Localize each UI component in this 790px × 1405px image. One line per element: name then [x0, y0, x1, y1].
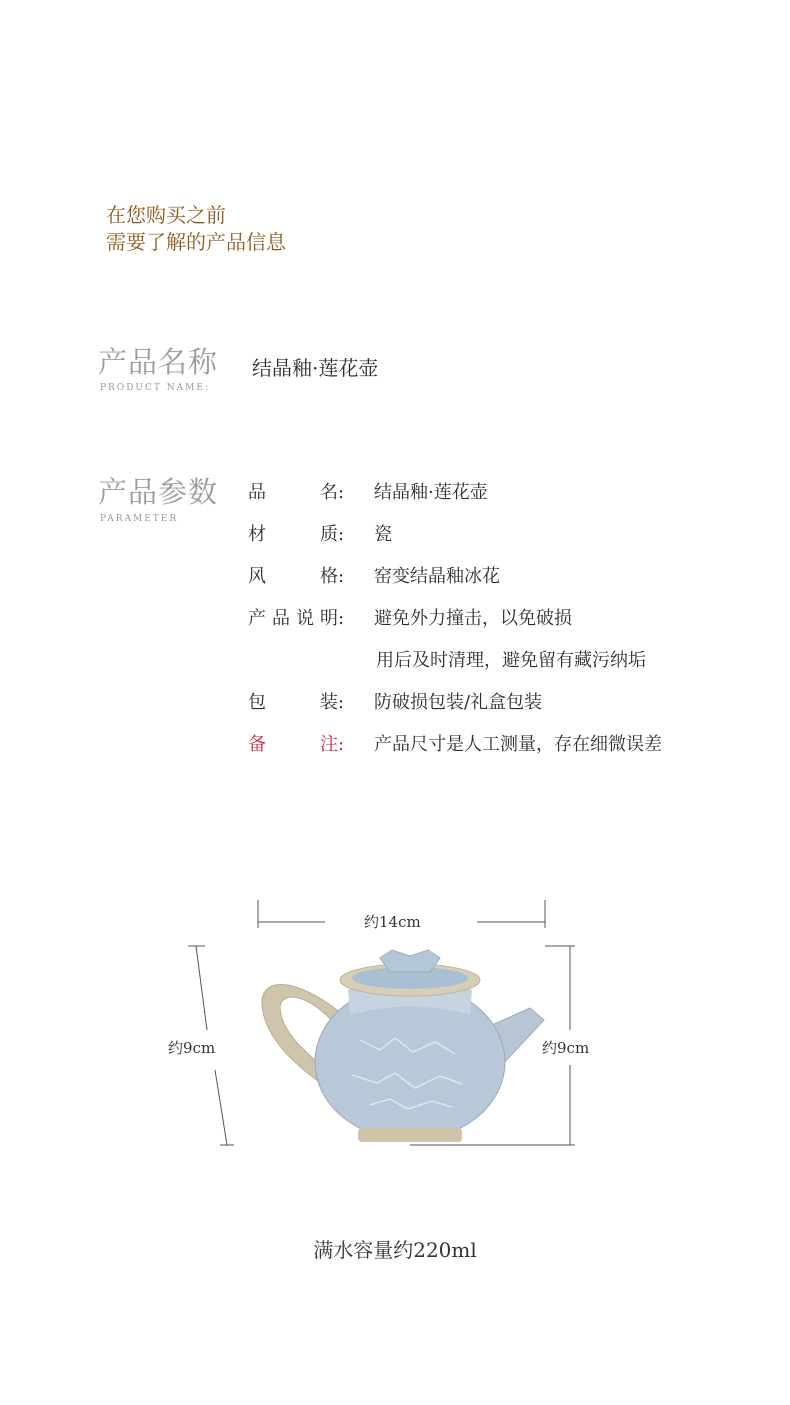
intro-text — [106, 202, 286, 256]
param-row-material: 材质: 瓷 — [248, 520, 392, 546]
param-value: 窑变结晶釉冰花 — [374, 566, 500, 587]
param-row-name: 品名: 结晶釉·莲花壶 — [248, 478, 488, 504]
teapot-image — [262, 950, 544, 1142]
param-label: 品名 — [248, 482, 338, 503]
param-label: 产品说明 — [248, 608, 338, 629]
intro-line-1: 在您购买之前 — [106, 203, 226, 227]
param-row-style: 风格: 窑变结晶釉冰花 — [248, 562, 500, 588]
intro-line-2: 需要了解的产品信息 — [106, 230, 286, 254]
product-name-value: 结晶釉·莲花壶 — [252, 356, 379, 380]
left-height-line-top — [196, 946, 207, 1030]
product-name-title: 产品名称 — [98, 345, 219, 379]
width-label: 约14cm — [360, 911, 425, 932]
height-right-label: 约9cm — [538, 1037, 593, 1058]
param-row-description: 产品说明: 避免外力撞击，以免破损 — [248, 604, 572, 630]
height-left-label: 约9cm — [164, 1037, 219, 1058]
param-label: 风格 — [248, 566, 338, 587]
param-label: 材质 — [248, 524, 338, 545]
product-name-subtitle: PRODUCT NAME: — [100, 383, 210, 393]
parameter-title: 产品参数 — [98, 475, 219, 509]
parameter-subtitle: PARAMETER — [100, 514, 179, 524]
capacity-text: 满水容量约220ml — [313, 1238, 477, 1262]
left-height-line-bottom — [215, 1070, 227, 1145]
param-value: 瓷 — [374, 524, 392, 545]
param-value: 产品尺寸是人工测量，存在细微误差 — [374, 734, 662, 755]
param-label: 包装 — [248, 692, 338, 713]
param-label-note: 备注 — [248, 734, 338, 755]
param-description-continued: 用后及时清理，避免留有藏污纳垢 — [376, 650, 646, 671]
param-value: 避免外力撞击，以免破损 — [374, 608, 572, 629]
param-row-packaging: 包装: 防破损包装/礼盒包装 — [248, 688, 542, 714]
param-value: 防破损包装/礼盒包装 — [374, 692, 543, 713]
param-row-note: 备注: 产品尺寸是人工测量，存在细微误差 — [248, 730, 662, 756]
param-value: 结晶釉·莲花壶 — [374, 482, 488, 503]
